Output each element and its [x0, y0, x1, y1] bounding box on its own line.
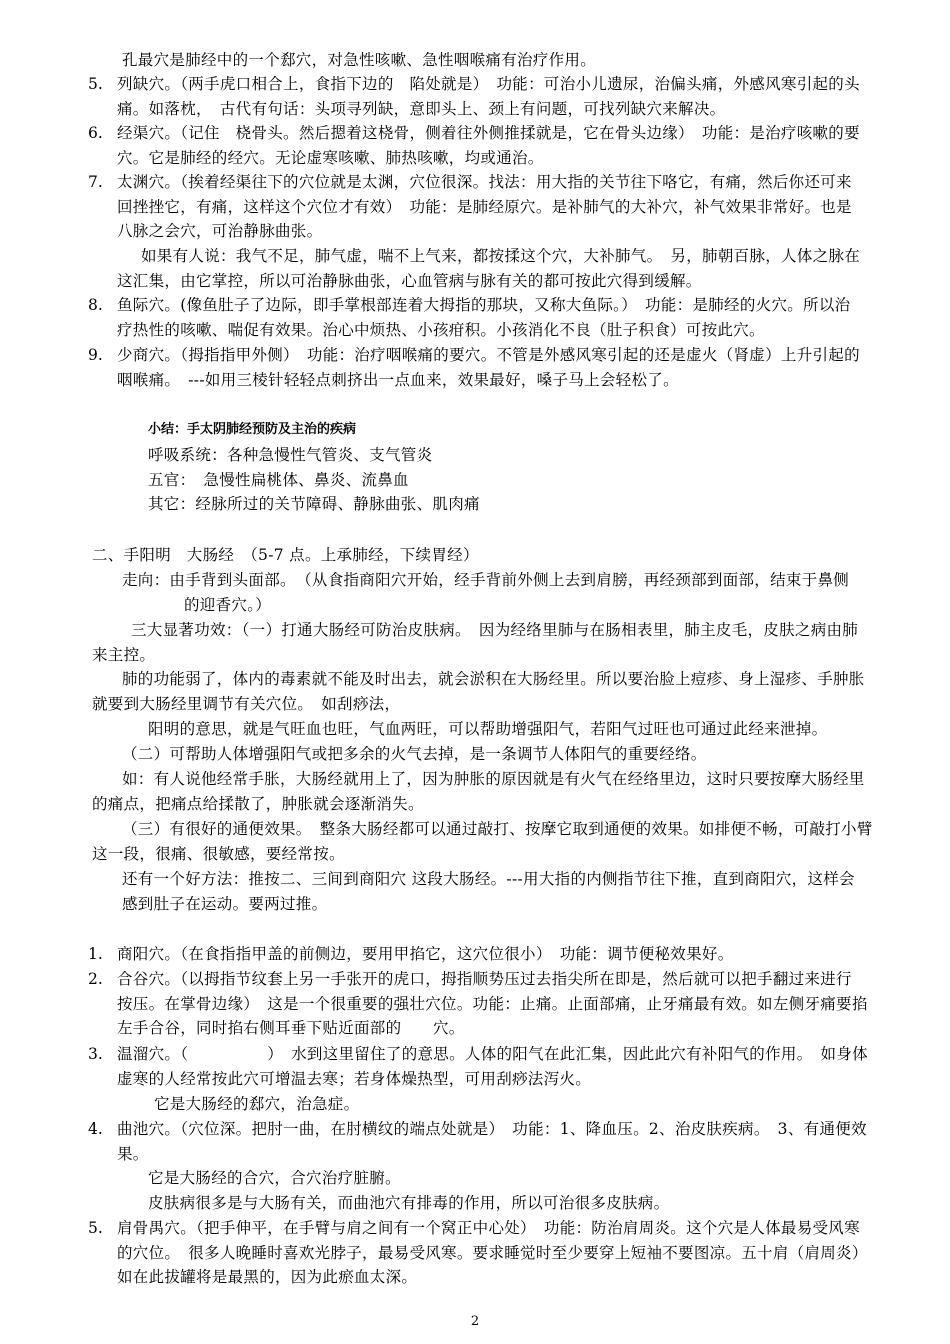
text-line: 如果有人说：我气不足，肺气虚，喘不上气来，都按揉这个穴，大补肺气。 另，肺朝百脉，人体之脉在: [141, 247, 861, 265]
text-line: 还有一个好方法：推按二、三间到商阳穴 这段大肠经。---用大指的内侧指节往下推，直到商阳穴，这样会: [122, 870, 855, 888]
text-line: 这一段，很痛、很敏感，要经常按。: [92, 845, 345, 863]
text-line: 肺的功能弱了，体内的毒素就不能及时出去，就会淤积在大肠经里。所以要治脸上痘疹、身上湿疹、手肿胀: [122, 670, 865, 688]
text-line: 商阳穴。（在食指指甲盖的前侧边，要用甲掐它，这穴位很小） 功能：调节便秘效果好。: [117, 945, 734, 963]
paragraph: [92, 643, 155, 668]
item-number: 7.: [88, 173, 103, 191]
numbered-paragraph: [117, 121, 860, 170]
numbered-paragraph: [117, 942, 734, 967]
item-number: 5.: [88, 1219, 103, 1237]
paragraph: [148, 1191, 669, 1216]
text-line: （二）可帮助人体增强阳气或把多余的火气去掉，是一条调节人体阳气的重要经络。: [122, 745, 707, 763]
text-line: 阳明的意思，就是气旺血也旺，气血两旺，可以帮助增强阳气，若阳气过旺也可通过此经来泄掉。: [148, 720, 828, 738]
item-number: 4.: [88, 1120, 103, 1138]
text-line: 按压。在掌骨边缘） 这是一个很重要的强壮穴位。功能：止痛。止面部痛，止牙痛最有效。如左侧牙痛要掐: [117, 994, 868, 1013]
text-line: 太渊穴。（挨着经渠往下的穴位就是太渊，穴位很深。找法：用大指的关节往下咯它，有痛，然后你还可来: [117, 173, 852, 191]
text-line: 痛。如落枕， 古代有句话：头项寻列缺，意即头上、颈上有问题，可找列缺穴来解决。: [117, 99, 726, 118]
text-line: 的迎香穴。）: [184, 596, 272, 614]
numbered-paragraph: [117, 1042, 868, 1091]
text-line: 八脉之会穴，可治静脉曲张。: [117, 222, 323, 240]
item-number: 3.: [88, 1045, 103, 1063]
paragraph: [184, 593, 271, 618]
paragraph: [131, 618, 858, 643]
numbered-paragraph: [117, 343, 860, 392]
text-line: 感到肚子在运动。要两过推。: [122, 894, 328, 913]
numbered-paragraph: [117, 967, 868, 1041]
text-line: 来主控。: [92, 646, 156, 664]
text-line: 三大显著功效：（一）打通大肠经可防治皮肤病。 因为经络里肺与在肠相表里，肺主皮毛，皮肤之病由肺: [131, 621, 859, 639]
paragraph: [148, 443, 480, 517]
text-line: 它是大肠经的合穴，合穴治疗脏腑。: [148, 1169, 401, 1187]
text-line: 呼吸系统：各种急慢性气管炎、支气管炎: [148, 446, 433, 464]
paragraph: [122, 568, 849, 593]
text-line: 虚寒的人经常按此穴可增温去寒；若身体燥热型，可用刮痧法泻火。: [117, 1069, 592, 1088]
paragraph: [122, 867, 855, 916]
paragraph: [141, 244, 860, 269]
item-number: 6.: [88, 124, 103, 142]
numbered-paragraph: [117, 170, 852, 244]
item-number: 1.: [88, 945, 103, 963]
text-line: 经渠穴。（记住 桡骨头。然后摁着这桡骨，侧着往外侧推揉就是，它在骨头边缘） 功能：是治疗咳嗽的要: [117, 124, 860, 142]
text-line: 它是大肠经的郄穴，治急症。: [154, 1095, 360, 1113]
text-line: 皮肤病很多是与大肠有关，而曲池穴有排毒的作用，所以可治很多皮肤病。: [148, 1194, 670, 1212]
item-number: 2.: [88, 970, 103, 988]
numbered-paragraph: [117, 1216, 868, 1290]
numbered-paragraph: [117, 293, 850, 342]
paragraph: [92, 692, 400, 717]
text-line: 这汇集，由它掌控，所以可治静脉曲张，心血管病与脉有关的都可按此穴得到缓解。: [117, 272, 702, 290]
paragraph: [122, 817, 873, 842]
text-line: 少商穴。（拇指指甲外侧） 功能：治疗咽喉痛的要穴。不管是外感风寒引起的还是虚火（肾虚）上升引起的: [117, 346, 860, 364]
text-line: 就要到大肠经里调节有关穴位。 如刮痧法，: [92, 695, 401, 713]
text-line: 的痛点，把痛点给揉散了，肿胀就会逐渐消失。: [92, 795, 424, 813]
item-number: 8.: [88, 296, 103, 314]
text-line: 如在此拔罐将是最黑的，因为此瘀血太深。: [117, 1268, 418, 1286]
paragraph: [92, 842, 345, 867]
paragraph: [122, 767, 865, 792]
text-line: 回挫挫它，有痛，这样这个穴位才有效） 功能：是肺经原穴。是补肺气的大补穴，补气效果非常好。也是: [117, 197, 852, 216]
paragraph: [122, 667, 865, 692]
item-number: 5.: [88, 75, 103, 93]
text-line: 咽喉痛。 ---如用三棱针轻轻点刺挤出一点血来，效果最好，嗓子马上会轻松了。: [117, 370, 679, 389]
text-line: 鱼际穴。(像鱼肚子了边际，即手掌根部连着大拇指的那块，又称大鱼际。） 功能：是肺经的火穴。所以治: [117, 296, 851, 314]
text-line: 曲池穴。（穴位深。把肘一曲，在肘横纹的端点处就是） 功能：1、降血压。2、治皮肤疾病。 3、有通便效: [117, 1120, 867, 1138]
paragraph: [117, 269, 702, 294]
paragraph: [92, 543, 479, 568]
text-line: 二、手阳明 大肠经 （5-7 点。上承肺经，下续胃经）: [92, 546, 479, 564]
text-line: 疗热性的咳嗽、喘促有效果。治心中烦热、小孩疳积。小孩消化不良（肚子积食）可按此穴。: [117, 320, 765, 339]
text-line: 肩骨禺穴。（把手伸平，在手臂与肩之间有一个窝正中心处） 功能：防治肩周炎。这个穴是人体最易受风寒: [117, 1219, 860, 1237]
numbered-paragraph: [117, 72, 860, 121]
text-line: 温溜穴。（ ） 水到这里留住了的意思。人体的阳气在此汇集，因此此穴有补阳气的作用。 如身体: [117, 1045, 868, 1063]
text-line: 五官： 急慢性扁桃体、鼻炎、流鼻血: [148, 470, 409, 489]
paragraph: [92, 792, 424, 817]
paragraph: [148, 717, 827, 742]
text-line: 合谷穴。（以拇指节纹套上另一手张开的虎口，拇指顺势压过去指尖所在即是，然后就可以把手翻过来进行: [117, 970, 852, 988]
text-line: 列缺穴。（两手虎口相合上，食指下边的 陷处就是） 功能：可治小儿遗尿，治偏头痛，外感风寒引起的头: [117, 75, 860, 93]
numbered-paragraph: [117, 1117, 867, 1166]
paragraph: [148, 1166, 401, 1191]
text-line: 左手合谷，同时掐右侧耳垂下贴近面部的 穴。: [117, 1019, 465, 1037]
summary-heading: 小结：手太阴肺经预防及主治的疾病: [148, 422, 357, 437]
text-line: 如：有人说他经常手胀，大肠经就用上了，因为肿胀的原因就是有火气在经络里边，这时只要按摩大肠经里: [122, 770, 865, 788]
item-number: 9.: [88, 346, 103, 364]
page-number: 2: [470, 1314, 480, 1329]
text-line: 走向：由手背到头面部。 （从食指商阳穴开始，经手背前外侧上去到肩膀，再经颈部到面部，结束于鼻侧: [122, 571, 850, 589]
text-line: 其它：经脉所过的关节障碍、静脉曲张、肌肉痛: [148, 495, 480, 513]
text-line: 的穴位。 很多人晚睡时喜欢光脖子，最易受风寒。要求睡觉时至少要穿上短袖不要图凉。五十肩（肩周炎）: [117, 1243, 868, 1262]
paragraph: [154, 1092, 359, 1117]
paragraph: [122, 742, 707, 767]
text-line: 穴。它是肺经的经穴。无论虚寒咳嗽、肺热咳嗽，均或通治。: [117, 148, 544, 167]
text-line: （三）有很好的通便效果。 整条大肠经都可以通过敲打、按摩它取到通便的效果。如排便不畅，可敲打小臂: [122, 820, 873, 838]
paragraph: [122, 48, 596, 73]
text-line: 果。: [117, 1144, 149, 1163]
text-line: 孔最穴是肺经中的一个郄穴，对急性咳嗽、急性咽喉痛有治疗作用。: [122, 51, 597, 69]
